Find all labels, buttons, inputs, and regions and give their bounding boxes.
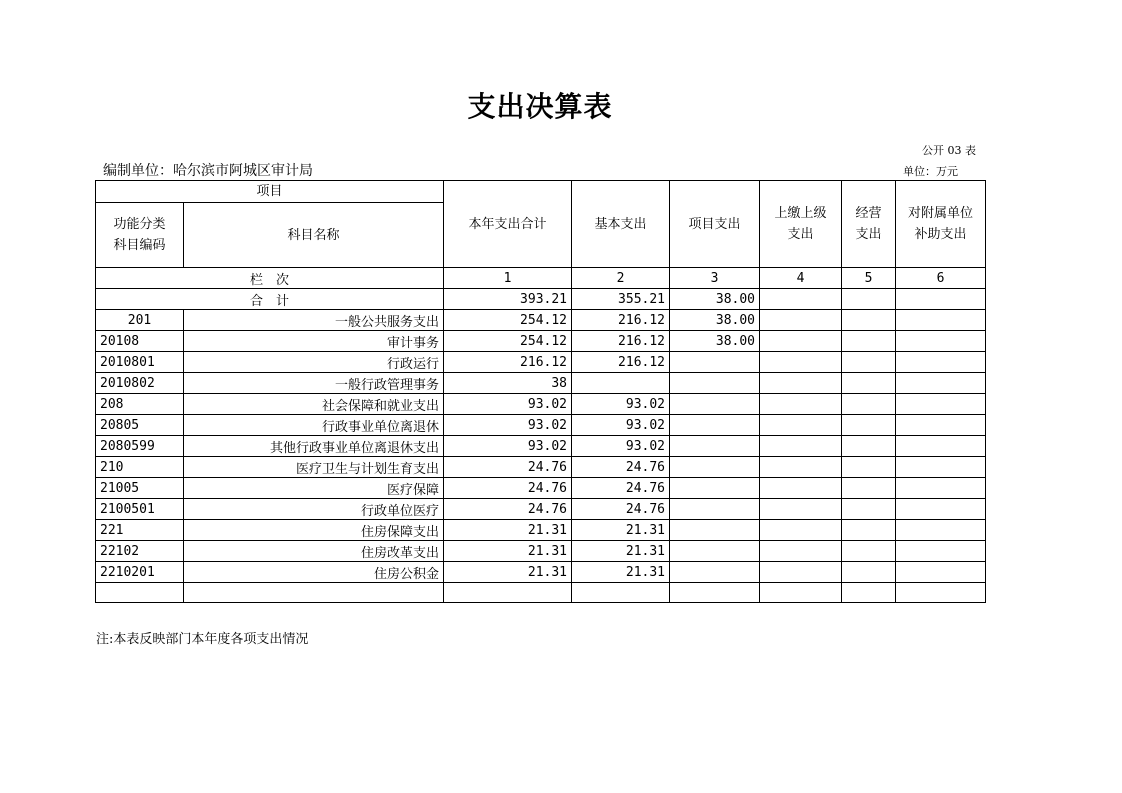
row-code: 2010802	[96, 373, 184, 394]
row-subsidy	[896, 520, 986, 541]
row-subsidy	[896, 310, 986, 331]
row-upper	[760, 352, 842, 373]
table-row	[96, 331, 986, 352]
column-index-4: 4	[760, 268, 842, 289]
header-item: 项目	[96, 181, 444, 203]
total-row-upper	[760, 289, 842, 310]
table-row	[96, 436, 986, 457]
row-business	[842, 331, 896, 352]
table-row	[96, 394, 986, 415]
row-upper	[760, 457, 842, 478]
row-upper	[760, 562, 842, 583]
row-name: 行政单位医疗	[184, 499, 444, 520]
row-name: 一般行政管理事务	[184, 373, 444, 394]
row-basic: 93.02	[572, 415, 670, 436]
table-row	[96, 310, 986, 331]
row-upper	[760, 499, 842, 520]
row-code: 2010801	[96, 352, 184, 373]
row-basic: 216.12	[572, 352, 670, 373]
row-subsidy	[896, 394, 986, 415]
header-total: 本年支出合计	[444, 181, 572, 268]
org-label: 编制单位：哈尔滨市阿城区审计局	[103, 163, 313, 179]
row-code: 20108	[96, 331, 184, 352]
row-name: 行政运行	[184, 352, 444, 373]
header-func-code-line2: 科目编码	[113, 238, 166, 253]
row-basic: 21.31	[572, 520, 670, 541]
header-business-line1: 经营	[855, 206, 882, 221]
row-upper	[760, 478, 842, 499]
row-subsidy	[896, 373, 986, 394]
row-name: 社会保障和就业支出	[184, 394, 444, 415]
row-project	[670, 478, 760, 499]
row-total: 93.02	[444, 415, 572, 436]
total-row-subsidy	[896, 289, 986, 310]
column-index-label: 栏 次	[96, 268, 444, 289]
empty-cell	[572, 583, 670, 603]
row-basic: 21.31	[572, 562, 670, 583]
row-subsidy	[896, 541, 986, 562]
row-subsidy	[896, 331, 986, 352]
row-subsidy	[896, 352, 986, 373]
row-name: 一般公共服务支出	[184, 310, 444, 331]
header-subsidy-line1: 对附属单位	[908, 206, 974, 221]
row-code: 2210201	[96, 562, 184, 583]
column-index-1: 1	[444, 268, 572, 289]
row-code: 20805	[96, 415, 184, 436]
total-row-project: 38.00	[670, 289, 760, 310]
row-total: 21.31	[444, 562, 572, 583]
row-project	[670, 373, 760, 394]
row-basic: 24.76	[572, 457, 670, 478]
row-basic	[572, 373, 670, 394]
row-business	[842, 457, 896, 478]
row-basic: 24.76	[572, 499, 670, 520]
row-project	[670, 394, 760, 415]
row-code: 21005	[96, 478, 184, 499]
row-code: 22102	[96, 541, 184, 562]
form-code: 公开 03 表	[922, 144, 976, 157]
column-index-2: 2	[572, 268, 670, 289]
empty-cell	[842, 583, 896, 603]
page-title: 支出决算表	[467, 90, 613, 123]
row-business	[842, 436, 896, 457]
row-subsidy	[896, 478, 986, 499]
row-project: 38.00	[670, 310, 760, 331]
row-business	[842, 415, 896, 436]
empty-cell	[96, 583, 184, 603]
row-upper	[760, 541, 842, 562]
table-row	[96, 352, 986, 373]
row-project	[670, 520, 760, 541]
row-basic: 21.31	[572, 541, 670, 562]
row-basic: 93.02	[572, 436, 670, 457]
row-business	[842, 352, 896, 373]
row-basic: 216.12	[572, 310, 670, 331]
row-upper	[760, 436, 842, 457]
row-total: 21.31	[444, 520, 572, 541]
total-row-basic: 355.21	[572, 289, 670, 310]
empty-cell	[670, 583, 760, 603]
table-row	[96, 478, 986, 499]
table-row	[96, 520, 986, 541]
row-upper	[760, 520, 842, 541]
empty-cell	[444, 583, 572, 603]
row-subsidy	[896, 415, 986, 436]
header-business-line2: 支出	[855, 227, 882, 242]
row-name: 住房改革支出	[184, 541, 444, 562]
row-basic: 24.76	[572, 478, 670, 499]
empty-cell	[184, 583, 444, 603]
row-project	[670, 499, 760, 520]
table-row	[96, 541, 986, 562]
row-total: 21.31	[444, 541, 572, 562]
header-project: 项目支出	[670, 181, 760, 268]
row-upper	[760, 415, 842, 436]
empty-cell	[896, 583, 986, 603]
row-total: 254.12	[444, 331, 572, 352]
row-project	[670, 541, 760, 562]
expenditure-table	[95, 180, 986, 603]
row-upper	[760, 310, 842, 331]
header-basic: 基本支出	[572, 181, 670, 268]
row-business	[842, 541, 896, 562]
row-code: 2100501	[96, 499, 184, 520]
row-name: 住房保障支出	[184, 520, 444, 541]
row-upper	[760, 394, 842, 415]
table-row	[96, 499, 986, 520]
row-total: 216.12	[444, 352, 572, 373]
header-subsidy	[896, 181, 986, 268]
row-code: 221	[96, 520, 184, 541]
row-code: 2080599	[96, 436, 184, 457]
row-business	[842, 310, 896, 331]
row-total: 93.02	[444, 394, 572, 415]
row-basic: 93.02	[572, 394, 670, 415]
table-row	[96, 415, 986, 436]
row-project	[670, 562, 760, 583]
row-subsidy	[896, 499, 986, 520]
row-total: 38	[444, 373, 572, 394]
header-upper-line2: 支出	[787, 227, 814, 242]
column-index-3: 3	[670, 268, 760, 289]
row-project	[670, 436, 760, 457]
row-name: 审计事务	[184, 331, 444, 352]
row-code: 201	[96, 310, 184, 331]
column-index-6: 6	[896, 268, 986, 289]
row-subsidy	[896, 457, 986, 478]
row-project	[670, 415, 760, 436]
table-row	[96, 457, 986, 478]
row-name: 行政事业单位离退休	[184, 415, 444, 436]
row-total: 24.76	[444, 499, 572, 520]
row-business	[842, 373, 896, 394]
empty-cell	[760, 583, 842, 603]
header-upper-line1: 上缴上级	[774, 206, 827, 221]
table-row	[96, 373, 986, 394]
header-func-code	[96, 203, 184, 268]
header-business	[842, 181, 896, 268]
unit-label: 单位：万元	[903, 165, 958, 178]
row-total: 24.76	[444, 478, 572, 499]
row-business	[842, 520, 896, 541]
row-total: 254.12	[444, 310, 572, 331]
row-basic: 216.12	[572, 331, 670, 352]
row-code: 208	[96, 394, 184, 415]
table-row-empty	[96, 583, 986, 603]
footnote: 注:本表反映部门本年度各项支出情况	[96, 632, 309, 647]
column-index-5: 5	[842, 268, 896, 289]
row-upper	[760, 331, 842, 352]
row-subsidy	[896, 436, 986, 457]
row-upper	[760, 373, 842, 394]
table-row	[96, 562, 986, 583]
header-subject-name: 科目名称	[184, 203, 444, 268]
row-business	[842, 478, 896, 499]
row-name: 其他行政事业单位离退休支出	[184, 436, 444, 457]
total-row-total: 393.21	[444, 289, 572, 310]
row-total: 93.02	[444, 436, 572, 457]
row-code: 210	[96, 457, 184, 478]
row-name: 医疗保障	[184, 478, 444, 499]
row-business	[842, 499, 896, 520]
row-project	[670, 352, 760, 373]
total-row-label: 合 计	[96, 289, 444, 310]
row-project: 38.00	[670, 331, 760, 352]
header-subsidy-line2: 补助支出	[914, 227, 967, 242]
header-func-code-line1: 功能分类	[113, 217, 166, 232]
row-name: 医疗卫生与计划生育支出	[184, 457, 444, 478]
row-subsidy	[896, 562, 986, 583]
row-project	[670, 457, 760, 478]
row-total: 24.76	[444, 457, 572, 478]
row-business	[842, 394, 896, 415]
row-name: 住房公积金	[184, 562, 444, 583]
header-upper	[760, 181, 842, 268]
row-business	[842, 562, 896, 583]
total-row-business	[842, 289, 896, 310]
